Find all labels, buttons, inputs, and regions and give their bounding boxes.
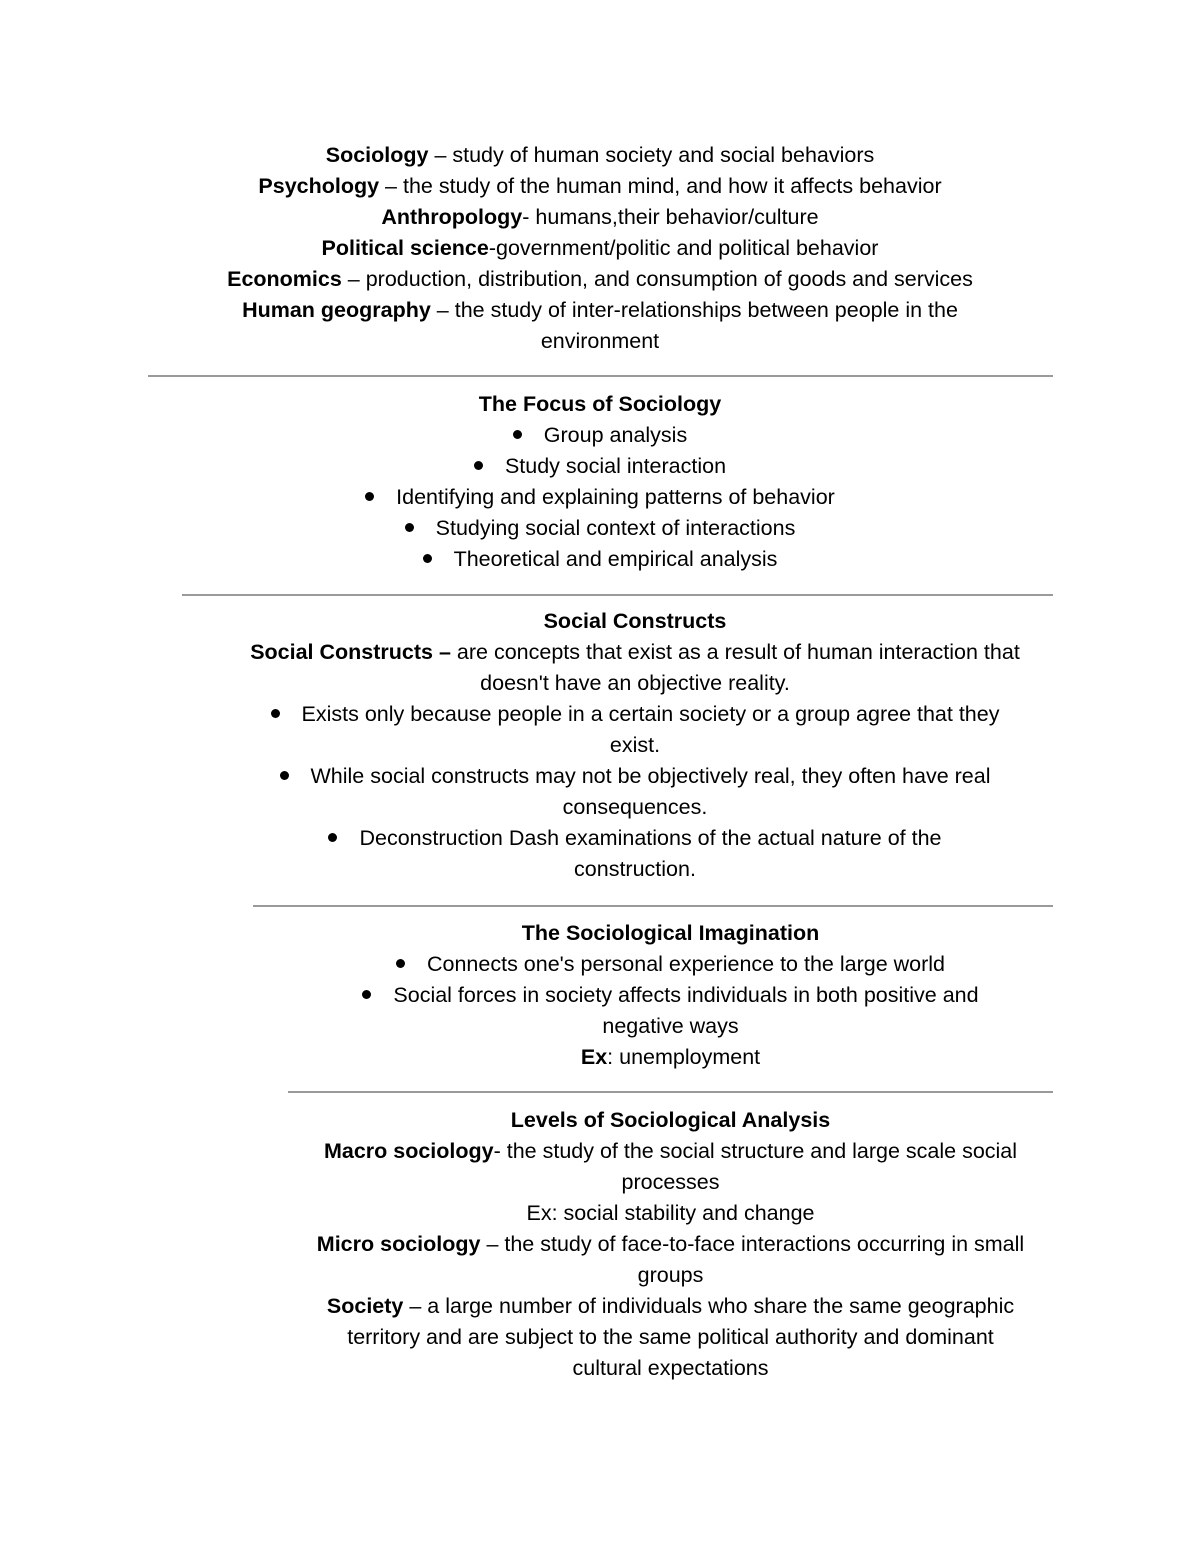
term: Micro sociology (316, 1232, 481, 1256)
example-line (253, 1042, 1088, 1073)
constructs-section (182, 606, 1088, 885)
bullet-text: Connects one's personal experience to the large world (426, 952, 946, 976)
bullet-item (148, 513, 1052, 544)
section-heading (288, 1105, 1053, 1136)
constructs-definition (182, 637, 1088, 668)
term: Sociology (325, 143, 429, 167)
bullet-continuation: negative ways (602, 1014, 739, 1038)
term: Ex (580, 1045, 608, 1069)
example-text: : unemployment (607, 1045, 761, 1069)
definition-anthropology (148, 202, 1052, 233)
bullet-icon (396, 959, 405, 968)
definition-text: - the study of the social structure and large scale social (493, 1139, 1018, 1163)
bullet-item (182, 823, 1088, 854)
term: Macro sociology (323, 1139, 494, 1163)
definition-society (288, 1291, 1053, 1322)
term: Economics (227, 267, 342, 291)
bullet-text: Deconstruction Dash examinations of the actual nature of the (359, 826, 942, 850)
definitions-section (148, 140, 1052, 357)
term: Society (326, 1294, 404, 1318)
bullet-text: While social constructs may not be objectively real, they often have real (310, 764, 991, 788)
bullet-item (253, 949, 1088, 980)
heading-text: Levels of Sociological Analysis (510, 1108, 831, 1132)
heading-text: Social Constructs (543, 609, 727, 633)
bullet-icon (362, 990, 371, 999)
bullet-text: Group analysis (543, 423, 688, 447)
definition-text: - humans,their behavior/culture (522, 205, 819, 229)
bullet-item (148, 420, 1052, 451)
heading-text: The Focus of Sociology (478, 392, 722, 416)
section-divider (182, 594, 1053, 596)
bullet-continuation: consequences. (562, 795, 708, 819)
bullet-icon (328, 833, 337, 842)
bullet-item (182, 761, 1088, 792)
definition-text: – a large number of individuals who share the same geographic (403, 1294, 1015, 1318)
levels-section (288, 1105, 1053, 1384)
definition-text: – production, distribution, and consumption of goods and services (341, 267, 973, 291)
bullet-continuation: exist. (609, 733, 661, 757)
definition-continuation: groups (637, 1263, 704, 1287)
bullet-item (148, 482, 1052, 513)
definition-continuation: territory and are subject to the same political authority and dominant (347, 1325, 994, 1349)
bullet-text: Theoretical and empirical analysis (453, 547, 778, 571)
bullet-icon (423, 554, 432, 563)
definition-text: – study of human society and social behaviors (428, 143, 875, 167)
bullet-icon (513, 430, 522, 439)
section-divider (288, 1091, 1053, 1093)
term: Human geography (242, 298, 431, 322)
definition-political-science (148, 233, 1052, 264)
section-heading (182, 606, 1088, 637)
definition-text: – the study of inter-relationships between people in the (430, 298, 958, 322)
term: Anthropology (381, 205, 523, 229)
definition-text: – the study of face-to-face interactions occurring in small (480, 1232, 1025, 1256)
bullet-text: Studying social context of interactions (435, 516, 796, 540)
section-divider (253, 905, 1053, 907)
bullet-icon (365, 492, 374, 501)
definition-continuation: environment (540, 329, 660, 353)
bullet-text: Study social interaction (504, 454, 727, 478)
bullet-item (253, 980, 1088, 1011)
bullet-item (182, 699, 1088, 730)
bullet-text: Identifying and explaining patterns of behavior (396, 485, 835, 509)
term: Psychology (258, 174, 380, 198)
section-divider (148, 375, 1053, 377)
bullet-icon (280, 771, 289, 780)
definition-text: -government/politic and political behavior (488, 236, 879, 260)
term: Political science (321, 236, 489, 260)
definition-micro (288, 1229, 1053, 1260)
focus-section (148, 389, 1052, 575)
definition-continuation: cultural expectations (572, 1356, 769, 1380)
imagination-section (253, 918, 1088, 1073)
bullet-icon (474, 461, 483, 470)
definition-economics (148, 264, 1052, 295)
bullet-continuation: construction. (574, 857, 696, 881)
bullet-item (148, 544, 1052, 575)
definition-text: are concepts that exist as a result of human interaction that (450, 640, 1020, 664)
definition-macro (288, 1136, 1053, 1167)
definition-psychology (148, 171, 1052, 202)
bullet-item (148, 451, 1052, 482)
definition-text: – the study of the human mind, and how it affects behavior (379, 174, 942, 198)
bullet-text: Social forces in society affects individuals in both positive and (393, 983, 979, 1007)
bullet-icon (405, 523, 414, 532)
term: Social Constructs – (250, 640, 451, 664)
heading-text: The Sociological Imagination (521, 921, 820, 945)
definition-continuation: doesn't have an objective reality. (480, 671, 790, 695)
definition-human-geography (148, 295, 1052, 326)
section-heading (253, 918, 1088, 949)
definition-sociology (148, 140, 1052, 171)
section-heading (148, 389, 1052, 420)
bullet-icon (271, 709, 280, 718)
definition-continuation: processes (621, 1170, 720, 1194)
example-line: Ex: social stability and change (526, 1201, 815, 1225)
bullet-text: Exists only because people in a certain society or a group agree that they (301, 702, 1000, 726)
